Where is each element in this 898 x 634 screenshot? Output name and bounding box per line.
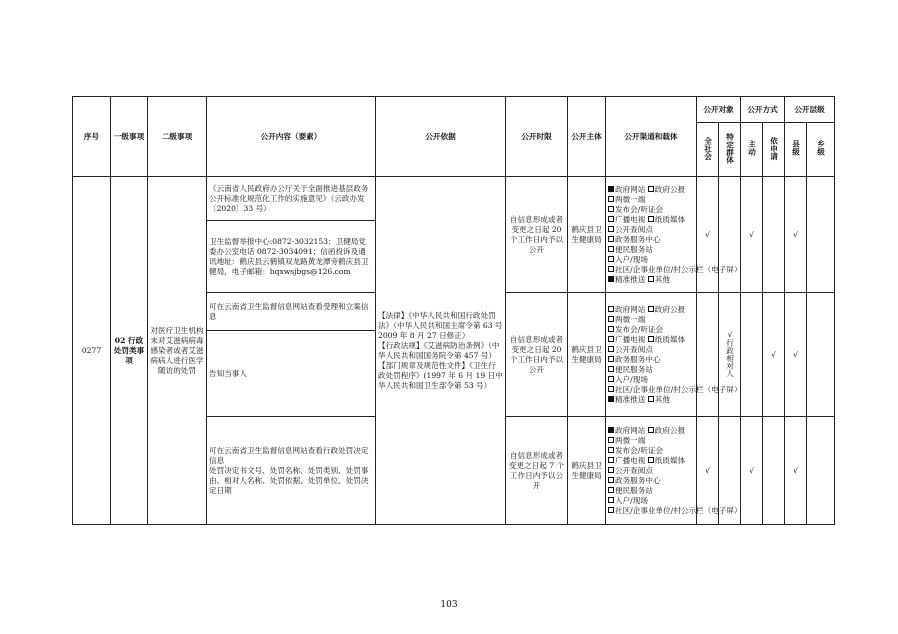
content-cell: 可在云南省卫生监督信息网站查看受理和立案信息 bbox=[207, 293, 376, 331]
header-level-town: 乡级 bbox=[807, 123, 835, 177]
channel-option bbox=[608, 335, 645, 344]
unchecked-box-icon bbox=[608, 256, 614, 262]
header-channel: 公开渠道和载体 bbox=[606, 97, 697, 177]
channel-option-label: 精准推送 bbox=[615, 394, 646, 404]
channel-option bbox=[648, 456, 685, 465]
channel-option bbox=[648, 395, 670, 404]
content-cell: 告知当事人 bbox=[207, 331, 376, 417]
channel-option bbox=[608, 385, 742, 394]
channel-option-label: 入户/现场 bbox=[615, 374, 648, 384]
target-all-mark: √ bbox=[697, 417, 719, 525]
channel-option-label: 其他 bbox=[654, 274, 670, 284]
channel-option bbox=[608, 275, 645, 284]
header-target-all: 全社会 bbox=[697, 123, 719, 177]
checked-box-icon bbox=[608, 396, 614, 402]
disclosure-table bbox=[72, 96, 835, 525]
unchecked-box-icon bbox=[608, 346, 614, 352]
basis-item: 【行政法规】《艾滋病防治条例》（中华人民共和国国务院令第 457 号） bbox=[378, 340, 500, 360]
channel-option-label: 纸质媒体 bbox=[654, 334, 686, 344]
row-level1: 02 行政处罚类事项 bbox=[111, 177, 148, 525]
channel-option bbox=[608, 506, 742, 515]
channel-option bbox=[648, 275, 670, 284]
header-level1: 一级事项 bbox=[111, 97, 148, 177]
channel-option-label: 纸质媒体 bbox=[654, 455, 686, 465]
subject-cell: 鹤庆县卫生健康局 bbox=[568, 293, 606, 417]
row-level2: 对医疗卫生机构未对艾滋病病毒感染者或者艾滋病病人进行医学随访的处罚 bbox=[148, 177, 207, 525]
checked-box-icon bbox=[608, 186, 614, 192]
unchecked-box-icon bbox=[608, 457, 614, 463]
content-cell: 卫生监督举报中心:0872-3032153；卫健局党委办公室电话 0872-3034091；信函投诉及通讯地址：鹤庆县云鹤镇双龙路黄龙潭旁鹤庆县卫健局，电子邮箱：hqxwsjbgs@126.com bbox=[207, 221, 376, 293]
channel-option bbox=[608, 215, 645, 224]
unchecked-box-icon bbox=[648, 457, 654, 463]
header-mode-request: 依申请 bbox=[763, 123, 785, 177]
header-level-county: 县级 bbox=[785, 123, 807, 177]
unchecked-box-icon bbox=[608, 487, 614, 493]
header-level2: 二级事项 bbox=[148, 97, 207, 177]
channel-option-label: 其他 bbox=[654, 394, 670, 404]
channel-option-label: 便民服务站 bbox=[615, 244, 653, 254]
channel-option-label: 公开查阅点 bbox=[615, 465, 653, 475]
header-mode-active: 主动 bbox=[741, 123, 763, 177]
unchecked-box-icon bbox=[608, 206, 614, 212]
channel-option-label: 政务服务中心 bbox=[615, 354, 661, 364]
channel-option-label: 便民服务站 bbox=[615, 485, 653, 495]
channel-option bbox=[648, 335, 685, 344]
channel-option bbox=[608, 375, 648, 384]
content-cell: 《云南省人民政府办公厅关于全面推进基层政务公开标准化规范化工作的实施意见》（云政办发〔2020〕33 号） bbox=[207, 177, 376, 221]
header-time: 公开时限 bbox=[506, 97, 568, 177]
unchecked-box-icon bbox=[608, 216, 614, 222]
target-all-mark bbox=[697, 293, 719, 417]
channel-option bbox=[608, 446, 663, 455]
unchecked-box-icon bbox=[608, 366, 614, 372]
channel-option-label: 广播电视 bbox=[615, 214, 646, 224]
channel-option-label: 发布会/听证会 bbox=[615, 324, 664, 334]
header-level: 公开层级 bbox=[785, 97, 835, 123]
channel-option-label: 社区/企事业单位/村公示栏（电子屏） bbox=[615, 505, 742, 515]
channel-option-label: 两微一端 bbox=[615, 194, 646, 204]
basis-item: 【法律】《中华人民共和国行政处罚法》（中华人民共和国主席令第 63 号 2009 年 8 月 27 日修正） bbox=[378, 310, 503, 340]
subject-cell: 鹤庆县卫生健康局 bbox=[568, 417, 606, 525]
channel-option bbox=[608, 245, 653, 254]
channel-option-label: 政府公报 bbox=[654, 425, 686, 435]
level-county-mark: √ bbox=[785, 417, 807, 525]
unchecked-box-icon bbox=[608, 356, 614, 362]
level-town-mark bbox=[807, 177, 835, 293]
channel-option bbox=[608, 466, 653, 475]
unchecked-box-icon bbox=[608, 266, 614, 272]
mode-active-mark bbox=[741, 293, 763, 417]
channel-option-label: 广播电视 bbox=[615, 334, 646, 344]
channel-option bbox=[608, 205, 663, 214]
channel-option-label: 公开查阅点 bbox=[615, 344, 653, 354]
channel-option bbox=[608, 235, 661, 244]
channel-option-label: 政府网站 bbox=[615, 184, 646, 194]
unchecked-box-icon bbox=[608, 507, 614, 513]
unchecked-box-icon bbox=[608, 226, 614, 232]
channel-option bbox=[608, 265, 742, 274]
basis-cell bbox=[376, 177, 506, 525]
unchecked-box-icon bbox=[648, 186, 654, 192]
channel-option-label: 社区/企事业单位/村公示栏（电子屏） bbox=[615, 384, 742, 394]
level-town-mark bbox=[807, 417, 835, 525]
channel-option bbox=[648, 426, 685, 435]
mode-active-mark: √ bbox=[741, 417, 763, 525]
header-content: 公开内容（要素） bbox=[207, 97, 376, 177]
unchecked-box-icon bbox=[608, 236, 614, 242]
channel-option bbox=[648, 305, 685, 314]
channel-option-label: 精准推送 bbox=[615, 274, 646, 284]
mode-request-mark bbox=[763, 417, 785, 525]
unchecked-box-icon bbox=[608, 376, 614, 382]
channel-option-label: 两微一端 bbox=[615, 314, 646, 324]
channel-option bbox=[608, 225, 653, 234]
header-target-specific: 特定群体 bbox=[719, 123, 741, 177]
channel-option bbox=[608, 436, 645, 445]
target-specific-mark: √行政相对人 bbox=[719, 293, 741, 417]
unchecked-box-icon bbox=[648, 306, 654, 312]
unchecked-box-icon bbox=[608, 477, 614, 483]
channel-cell bbox=[606, 417, 742, 525]
unchecked-box-icon bbox=[608, 326, 614, 332]
unchecked-box-icon bbox=[608, 336, 614, 342]
header-basis: 公开依据 bbox=[376, 97, 506, 177]
channel-option bbox=[608, 355, 661, 364]
level-county-mark: √ bbox=[785, 177, 807, 293]
time-cell: 自信息形成或者变更之日起 20 个工作日内予以公开 bbox=[506, 293, 568, 417]
channel-option bbox=[608, 456, 645, 465]
unchecked-box-icon bbox=[608, 437, 614, 443]
unchecked-box-icon bbox=[608, 386, 614, 392]
channel-option-label: 政府网站 bbox=[615, 425, 646, 435]
content-cell: 可在云南省卫生监督信息网站查看行政处罚决定信息 处罚决定书文号、处罚名称、处罚类别、处罚事由、相对人名称、处罚依据、处罚单位、处罚决定日期 bbox=[207, 417, 376, 525]
channel-option-label: 政务服务中心 bbox=[615, 234, 661, 244]
channel-option-label: 入户/现场 bbox=[615, 254, 648, 264]
checked-box-icon bbox=[608, 427, 614, 433]
level-town-mark bbox=[807, 293, 835, 417]
channel-option bbox=[608, 195, 645, 204]
time-cell: 自信息形成或者变更之日起 20 个工作日内予以公开 bbox=[506, 177, 568, 293]
basis-item: 【部门规章及规范性文件】《卫生行政处罚程序》(1997 年 6 月 19 日中华人民共和国卫生部令第 53 号） bbox=[378, 360, 503, 390]
channel-option-label: 两微一端 bbox=[615, 435, 646, 445]
channel-option bbox=[608, 365, 653, 374]
unchecked-box-icon bbox=[608, 246, 614, 252]
target-specific-mark bbox=[719, 177, 741, 293]
unchecked-box-icon bbox=[608, 447, 614, 453]
header-target: 公开对象 bbox=[697, 97, 741, 123]
channel-option bbox=[608, 185, 645, 194]
header-mode: 公开方式 bbox=[741, 97, 785, 123]
unchecked-box-icon bbox=[648, 276, 654, 282]
channel-option bbox=[608, 255, 648, 264]
channel-cell bbox=[606, 177, 742, 293]
channel-option bbox=[608, 305, 645, 314]
channel-option bbox=[608, 315, 645, 324]
channel-option-label: 发布会/听证会 bbox=[615, 445, 664, 455]
channel-option-label: 政务服务中心 bbox=[615, 475, 661, 485]
unchecked-box-icon bbox=[608, 306, 614, 312]
channel-option-label: 便民服务站 bbox=[615, 364, 653, 374]
channel-option-label: 广播电视 bbox=[615, 455, 646, 465]
channel-option-label: 社区/企事业单位/村公示栏（电子屏） bbox=[615, 264, 742, 274]
time-cell: 自信息形成或者变更之日起 7 个工作日内予以公开 bbox=[506, 417, 568, 525]
channel-option bbox=[648, 215, 685, 224]
channel-option bbox=[608, 486, 653, 495]
channel-option bbox=[648, 185, 685, 194]
channel-option-label: 政府公报 bbox=[654, 304, 686, 314]
channel-option-label: 纸质媒体 bbox=[654, 214, 686, 224]
channel-option bbox=[608, 426, 645, 435]
mode-request-mark bbox=[763, 177, 785, 293]
unchecked-box-icon bbox=[648, 216, 654, 222]
mode-active-mark: √ bbox=[741, 177, 763, 293]
target-all-mark: √ bbox=[697, 177, 719, 293]
mode-request-mark: √ bbox=[763, 293, 785, 417]
channel-option bbox=[608, 325, 663, 334]
channel-option-label: 政府公报 bbox=[654, 184, 686, 194]
unchecked-box-icon bbox=[608, 196, 614, 202]
unchecked-box-icon bbox=[648, 336, 654, 342]
checked-box-icon bbox=[608, 276, 614, 282]
header-seq: 序号 bbox=[73, 97, 111, 177]
subject-cell: 鹤庆县卫生健康局 bbox=[568, 177, 606, 293]
channel-option-label: 公开查阅点 bbox=[615, 224, 653, 234]
unchecked-box-icon bbox=[648, 427, 654, 433]
channel-option-label: 政府网站 bbox=[615, 304, 646, 314]
channel-option bbox=[608, 476, 661, 485]
channel-option bbox=[608, 395, 645, 404]
page-number: 103 bbox=[440, 600, 458, 610]
unchecked-box-icon bbox=[608, 497, 614, 503]
level-county-mark: √ bbox=[785, 293, 807, 417]
unchecked-box-icon bbox=[608, 316, 614, 322]
header-subject: 公开主体 bbox=[568, 97, 606, 177]
unchecked-box-icon bbox=[648, 396, 654, 402]
channel-option-label: 入户/现场 bbox=[615, 495, 648, 505]
row-seq: 0277 bbox=[73, 177, 111, 525]
unchecked-box-icon bbox=[608, 467, 614, 473]
channel-option bbox=[608, 345, 653, 354]
channel-option bbox=[608, 496, 648, 505]
channel-option-label: 发布会/听证会 bbox=[615, 204, 664, 214]
